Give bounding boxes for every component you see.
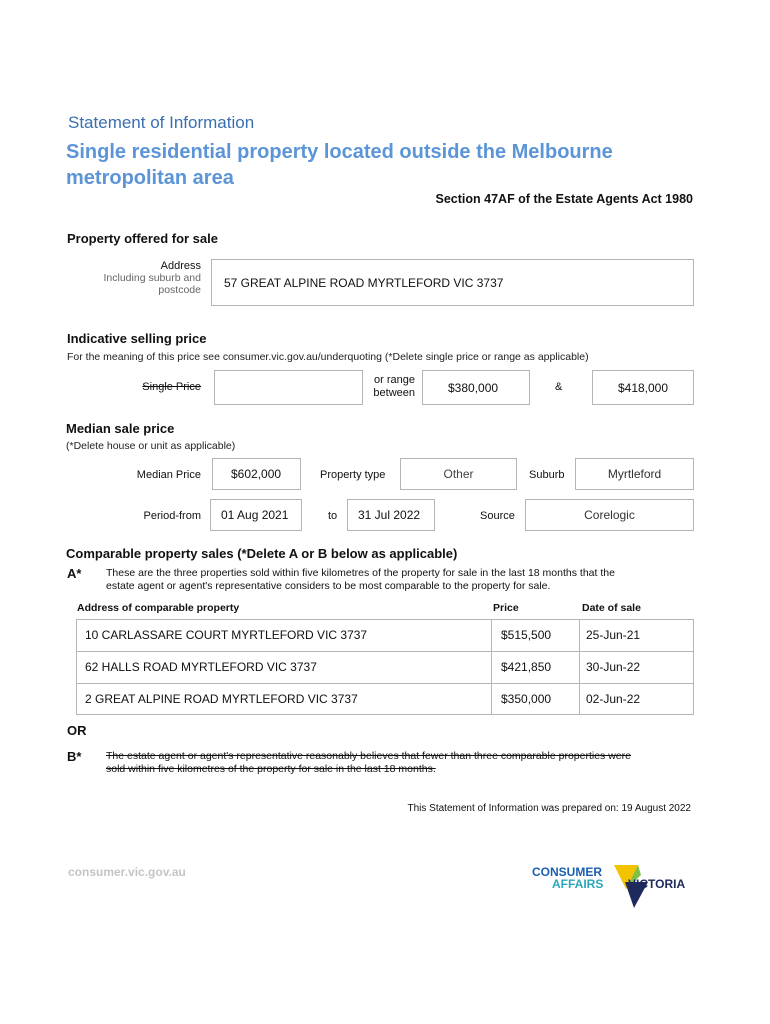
logo-word-affairs: AFFAIRS [552, 877, 604, 891]
median-note: (*Delete house or unit as applicable) [66, 440, 236, 452]
option-b-line-2: sold within five kilometres of the property for sale in the last 18 months. [106, 763, 436, 775]
table-row-2-date: 30-Jun-22 [586, 660, 641, 674]
consumer-affairs-logo [530, 862, 700, 910]
heading-line-1: Single residential property located outside the Melbourne [66, 141, 613, 163]
table-row-3-price: $350,000 [501, 691, 552, 706]
table-col-divider-1 [491, 619, 492, 715]
table-border-left [76, 619, 77, 715]
indicative-note: For the meaning of this price see consumer.vic.gov.au/underquoting (*Delete single price or range as applicable) [67, 351, 589, 363]
property-type-label: Property type [320, 469, 386, 481]
source-label: Source [480, 510, 515, 522]
col-header-address: Address of comparable property [77, 602, 240, 614]
option-b-line-1: The estate agent or agent's representative reasonably believes that fewer than three comparable properties were [106, 750, 631, 762]
to-label: to [328, 510, 338, 522]
median-price-field[interactable] [212, 458, 301, 490]
period-to-value: 31 Jul 2022 [358, 508, 421, 522]
document-heading [66, 139, 613, 191]
table-border-bottom [76, 714, 694, 715]
prepared-on: This Statement of Information was prepared on: 19 August 2022 [407, 803, 691, 814]
median-price-label: Median Price [136, 469, 201, 481]
comparable-table [76, 619, 694, 715]
option-a-line-2: estate agent or agent's representative considers to be most comparable to the property for sale. [106, 580, 551, 592]
option-a-text [106, 567, 686, 593]
website-link[interactable]: consumer.vic.gov.au [68, 865, 186, 879]
source-value: Corelogic [584, 508, 635, 522]
act-reference: Section 47AF of the Estate Agents Act 1980 [435, 192, 693, 206]
comparable-section-title: Comparable property sales (*Delete A or B below as applicable) [66, 546, 458, 561]
source-field[interactable] [525, 499, 694, 531]
logo-word-victoria: VICTORIA [628, 877, 686, 891]
range-high-field[interactable] [592, 370, 694, 405]
table-row-3-date: 02-Jun-22 [586, 691, 641, 706]
address-label-group [60, 260, 201, 296]
median-price-value: $602,000 [231, 467, 282, 481]
col-header-price: Price [493, 602, 519, 614]
address-field[interactable] [211, 259, 694, 306]
suburb-label: Suburb [529, 469, 565, 481]
range-high-value: $418,000 [617, 380, 669, 395]
property-type-value: Other [443, 467, 474, 481]
option-b-marker: B* [67, 749, 82, 764]
or-label: OR [67, 723, 87, 738]
address-value: 57 GREAT ALPINE ROAD MYRTLEFORD VIC 3737 [224, 275, 504, 290]
indicative-section-title: Indicative selling price [67, 331, 207, 346]
table-row-2-address: 62 HALLS ROAD MYRTLEFORD VIC 3737 [85, 660, 317, 674]
range-label-2: between [373, 387, 415, 399]
period-from-field[interactable] [210, 499, 302, 531]
col-header-date: Date of sale [582, 602, 641, 614]
property-section-title: Property offered for sale [67, 231, 218, 246]
period-from-value: 01 Aug 2021 [221, 508, 289, 522]
heading-line-2: metropolitan area [66, 167, 234, 189]
table-col-divider-2 [579, 619, 580, 715]
range-label-1: or range [374, 374, 415, 386]
option-a-line-1: These are the three properties sold within five kilometres of the property for sale in the last 18 months that the [106, 567, 615, 579]
single-price-field[interactable] [214, 370, 363, 405]
address-label: Address [160, 260, 201, 272]
suburb-value: Myrtleford [607, 467, 662, 481]
median-section-title: Median sale price [66, 421, 175, 436]
property-type-field[interactable] [400, 458, 517, 490]
address-sublabel-2: postcode [158, 284, 201, 296]
document-title: Statement of Information [68, 113, 255, 132]
range-low-value: $380,000 [448, 380, 499, 395]
table-row-1-price: $515,500 [501, 628, 552, 642]
single-price-label: Single Price [142, 381, 201, 393]
logo-word-consumer: CONSUMER [532, 865, 603, 879]
table-row-3-address: 2 GREAT ALPINE ROAD MYRTLEFORD VIC 3737 [85, 691, 358, 706]
ampersand: & [555, 381, 563, 393]
suburb-field[interactable] [575, 458, 694, 490]
table-row-2-price: $421,850 [501, 660, 552, 674]
table-row-1-address: 10 CARLASSARE COURT MYRTLEFORD VIC 3737 [85, 628, 368, 642]
period-to-field[interactable] [347, 499, 435, 531]
table-border-right [693, 619, 694, 715]
range-low-field[interactable] [422, 370, 530, 405]
range-label [364, 374, 415, 400]
address-sublabel-1: Including suburb and [103, 272, 201, 284]
period-from-label: Period-from [143, 510, 201, 522]
option-a-marker: A* [67, 566, 82, 581]
option-b-text [106, 750, 696, 776]
table-row-1-date: 25-Jun-21 [586, 628, 641, 642]
